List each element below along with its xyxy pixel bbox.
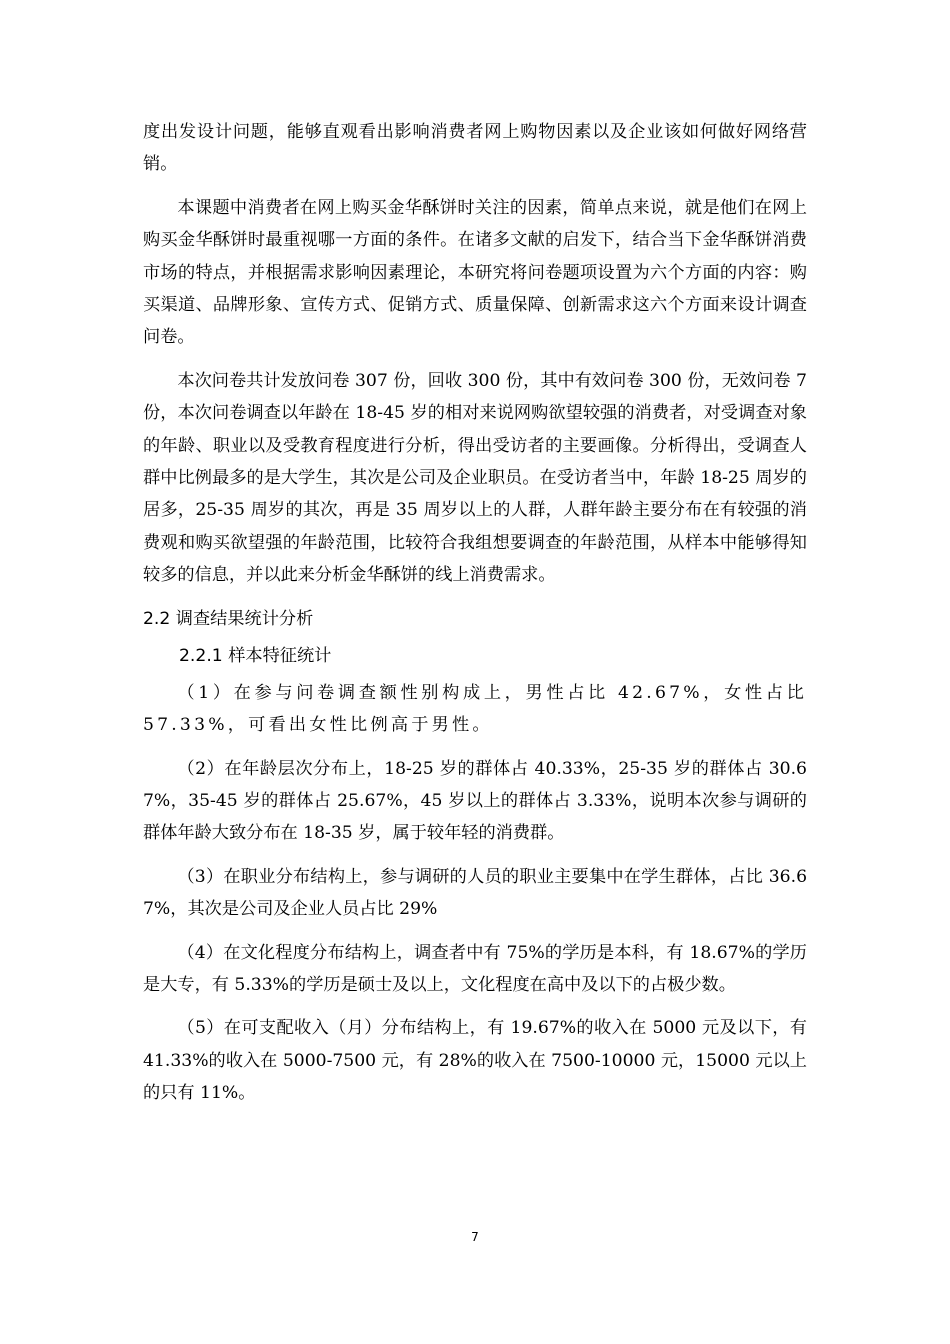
list-item-education: （4）在文化程度分布结构上，调查者中有 75%的学历是本科，有 18.67%的学历是大专，有 5.33%的学历是硕士及以上，文化程度在高中及以下的占极少数。: [143, 942, 807, 995]
page-number: 7: [471, 1230, 479, 1244]
document-page: [143, 116, 807, 1121]
paragraph-questionnaire-distribution: 本次问卷共计发放问卷 307 份，回收 300 份，其中有效问卷 300 份，无效问卷 7 份，本次问卷调查以年龄在 18-45 岁的相对来说网购欲望较强的消费者，对受调查对象的年龄、职业以及受教育程度进行分析，得出受访者的主要画像。分析得出，受调查人群中比例最多的是大学生，其次是公司及企业职员。在受访者当中，年龄 18-25 周岁的居多，25-35 周岁的其次，再是 35 周岁以上的人群，人群年龄主要分布在有较强的消费观和购买欲望强的年龄范围，比较符合我组想要调查的年龄范围，从样本中能够得知较多的信息，并以此来分析金华酥饼的线上消费需求。: [143, 370, 807, 586]
list-item-age: （2）在年龄层次分布上，18-25 岁的群体占 40.33%，25-35 岁的群体占 30.67%，35-45 岁的群体占 25.67%，45 岁以上的群体占 3.33%，说明本次参与调研的群体年龄大致分布在 18-35 岁，属于较年轻的消费群。: [143, 758, 807, 844]
list-item-gender: （1）在参与问卷调查额性别构成上，男性占比 42.67%，女性占比 57.33%，可看出女性比例高于男性。: [143, 682, 807, 736]
subsection-heading: 2.2.1 样本特征统计: [179, 645, 332, 666]
section-heading: 2.2 调查结果统计分析: [143, 608, 314, 629]
paragraph-survey-factors: 本课题中消费者在网上购买金华酥饼时关注的因素，简单点来说，就是他们在网上购买金华酥饼时最重视哪一方面的条件。在诸多文献的启发下，结合当下金华酥饼消费市场的特点，并根据需求影响因素理论，本研究将问卷题项设置为六个方面的内容：购买渠道、品牌形象、宣传方式、促销方式、质量保障、创新需求这六个方面来设计调查问卷。: [143, 197, 807, 348]
list-item-occupation: （3）在职业分布结构上，参与调研的人员的职业主要集中在学生群体，占比 36.67%，其次是公司及企业人员占比 29%: [143, 866, 807, 920]
list-item-income: （5）在可支配收入（月）分布结构上，有 19.67%的收入在 5000 元及以下，有 41.33%的收入在 5000-7500 元，有 28%的收入在 7500-10000 元，15000 元以上的只有 11%。: [143, 1018, 807, 1104]
paragraph-continuation: 度出发设计问题，能够直观看出影响消费者网上购物因素以及企业该如何做好网络营销。: [143, 122, 807, 175]
